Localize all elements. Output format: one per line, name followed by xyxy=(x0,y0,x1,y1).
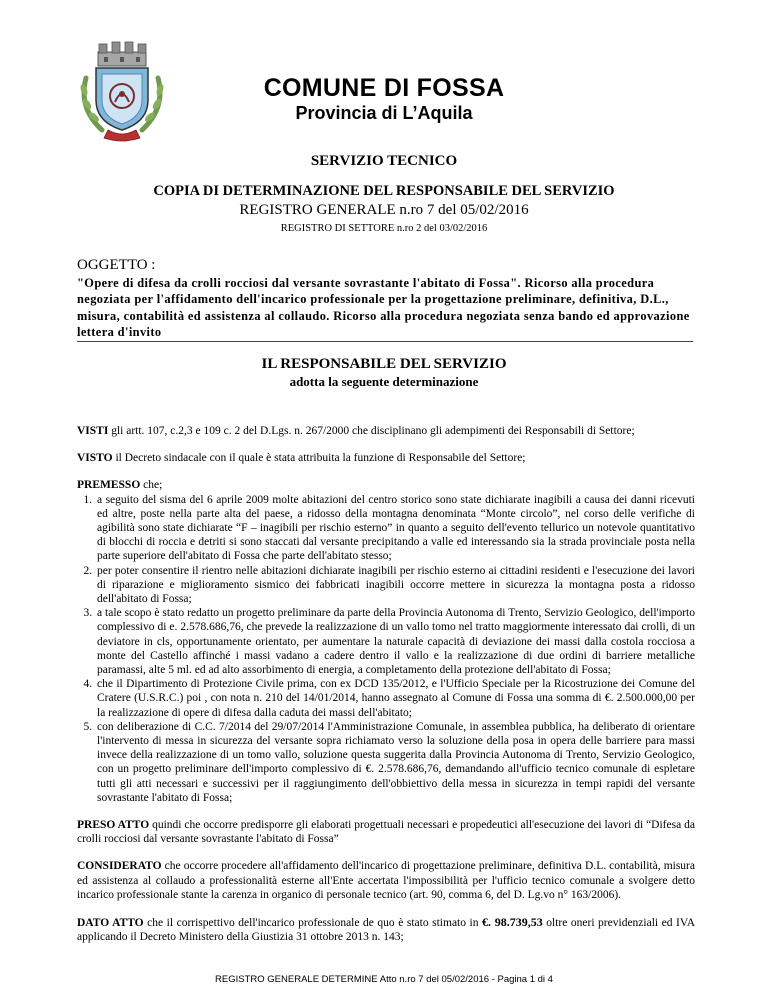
list-item: 3. a tale scopo è stato redatto un progetto preliminare da parte della Provincia Autonoma di Trento, Servizio Geologico, dell'importo complessivo di e. 2.578.686,76, che prevede la realizzazione di un vallo tomo nel tratto maggiormente interessato dai crolli, di un deviatore in cls, opportunamente orientato, per aumentare la naturale capacità di deviazione dei massi dalla costola rocciosa a monte del Castello affinché i massi vadano a cadere dentro il vallo e la realizzazione di due ordini di barriere metalliche paramassi, alte 5 ml. ed ad alto assorbimento di energia, a completamento della protezione dell'abitato di Fossa; xyxy=(95,606,695,677)
list-item: 1. a seguito del sisma del 6 aprile 2009 molte abitazioni del centro storico sono state dichiarate inagibili a causa dei danni ricevuti ed altre, poste nella parte alta del paese, a ridosso della montagna denominata “Monte circolo”, nel corso delle verifiche di agibilità sono state dichiarate “F – inagibili per rischio esterno” in quanto a seguito dell'evento tellurico un notevole quantitativo di blocchi di roccia e detriti si sono staccati dal versante precipitando a valle ed interessando sia la strada provinciale posta nella parte superiore dell'abitato di Fossa che parte dell'abitato stesso; xyxy=(95,493,695,564)
paragraph-text: che; xyxy=(140,479,163,492)
premises-list xyxy=(77,493,695,805)
paragraph-text: che il corrispettivo dell'incarico professionale de quo è stato stimato in xyxy=(143,917,483,930)
keyword: VISTO xyxy=(77,452,113,465)
paragraph-text: oltre oneri previdenziali ed IVA applicando il Decreto Ministero della Giustizia 31 ottobre 2013 n. 143; xyxy=(77,917,695,944)
paragraph-considerato xyxy=(77,859,695,902)
paragraph-text: che occorre procedere all'affidamento dell'incarico di progettazione preliminare, definitiva D.L. contabilità, misura ed assistenza al collaudo a professionalità esterne all'Ente accertata l'impossibilità per l'ufficio tecnico comunale a svolgere detto incarico professionale stante la carenza in organico di personale tecnico (art. 90, comma 6, del D. Lg.vo n° 163/2006). xyxy=(77,860,695,901)
general-register-line: REGISTRO GENERALE n.ro 7 del 05/02/2016 xyxy=(239,202,529,218)
paragraph-text: gli artt. 107, c.2,3 e 109 c. 2 del D.Lgs. n. 267/2000 che disciplinano gli adempimenti dei Responsabili di Settore; xyxy=(108,425,635,437)
section-subtitle: adotta la seguente determinazione xyxy=(289,374,479,389)
determination-body xyxy=(77,424,695,958)
separator-line xyxy=(77,341,693,342)
subject-label: OGGETTO : xyxy=(77,257,156,273)
keyword: PREMESSO xyxy=(77,479,141,492)
list-item: 5. con deliberazione di C.C. 7/2014 del 29/07/2014 l'Amministrazione Comunale, in assemblea pubblica, ha deliberato di orientare l'intervento di messa in sicurezza del versante sopra richiamato verso la soluzione della posa in opera delle barriere para massi invece della realizzazione di un tomo vallo, soluzione questa suggerita dalla Provincia Autonoma di Trento, Servizio Geologico, con un progetto preliminare dell'importo complessivo di €. 2.578.686,76, demandando all'ufficio tecnico comunale di espletare tutti gli atti necessari e successivi per il raggiungimento dell'obbiettivo della messa in sicurezza in tempi rapidi del versante sovrastante l'abitato di Fossa; xyxy=(95,720,695,805)
paragraph-text: quindi che occorre predisporre gli elaborati progettuali necessari e propedeutici all'esecuzione dei lavori di “Difesa da crolli rocciosi dal versante sovrastante l'abitato di Fossa” xyxy=(77,819,695,846)
list-item: 2. per poter consentire il rientro nelle abitazioni dichiarate inagibili per rischio esterno ai cittadini residenti e l'esecuzione dei lavori di riparazione e miglioramento sismico dei fabbricati inagibili occorre mettere in sicurezza la montagna posta a ridosso dell'abitato di Fossa; xyxy=(95,564,695,607)
list-item: 4. che il Dipartimento di Protezione Civile prima, con ex DCD 135/2012, e l'Ufficio Speciale per la Ricostruzione dei Comune del Cratere (U.S.R.C.) poi , con nota n. 210 del 14/01/2014, hanno assegnato al Comune di Fossa una somma di €. 2.500.000,00 per la realizzazione di opere di difesa dalla caduta dei massi dell'abitato; xyxy=(95,677,695,720)
paragraph-premesso xyxy=(77,478,695,492)
fee-amount: €. 98.739,53 xyxy=(482,915,543,930)
section-title: IL RESPONSABILE DEL SERVIZIO xyxy=(261,356,507,372)
keyword: CONSIDERATO xyxy=(77,860,162,873)
paragraph-visto xyxy=(77,451,695,465)
department-title: SERVIZIO TECNICO xyxy=(310,153,458,169)
subject-text: "Opere di difesa da crolli rocciosi dal versante sovrastante l'abitato di Fossa". Ricorso alla procedura negoziata per l'affidamento dell'incarico professionale per la progettazione preliminare, definitiva, D.L., misura, contabilità ed assistenza al collaudo. Ricorso alla procedura negoziata senza bando ed approvazione lettera d'invito xyxy=(77,276,690,339)
keyword: DATO ATTO xyxy=(77,917,144,930)
keyword: PRESO ATTO xyxy=(77,819,150,832)
page-footer: REGISTRO GENERALE DETERMINE Atto n.ro 7 del 05/02/2016 - Pagina 1 di 4 xyxy=(215,974,553,985)
paragraph-text: il Decreto sindacale con il quale è stata attribuita la funzione di Responsabile del Settore; xyxy=(112,452,526,465)
sector-register-line: REGISTRO DI SETTORE n.ro 2 del 03/02/2016 xyxy=(280,223,488,234)
province-name: Provincia di L’Aquila xyxy=(295,103,473,123)
municipality-name: COMUNE DI FOSSA xyxy=(263,74,505,102)
paragraph-dato-atto xyxy=(77,915,695,944)
document-type-title: COPIA DI DETERMINAZIONE DEL RESPONSABILE DEL SERVIZIO xyxy=(153,183,615,199)
paragraph-visti xyxy=(77,424,695,438)
keyword: VISTI xyxy=(77,425,109,437)
paragraph-preso-atto xyxy=(77,818,695,846)
